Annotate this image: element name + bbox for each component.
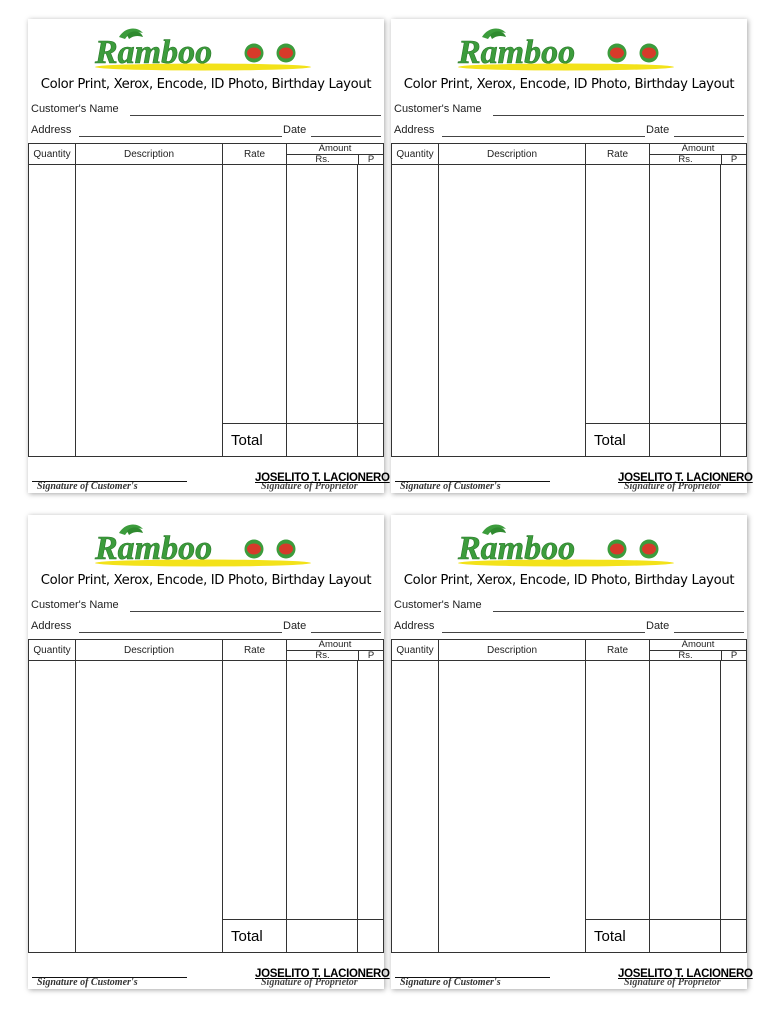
receipt-top-right [391, 19, 753, 493]
rs-cell[interactable] [650, 661, 721, 920]
address-line [442, 136, 645, 137]
rate-header: Rate [223, 640, 287, 661]
p-header: P [358, 651, 383, 660]
address-label: Address [31, 124, 72, 136]
amount-header: Amount Rs. P [650, 144, 747, 165]
total-p-cell[interactable] [721, 424, 747, 457]
rate-cell[interactable] [223, 165, 287, 424]
address-label: Address [394, 620, 435, 632]
customer-signature-label: Signature of Customer's [400, 481, 501, 492]
rs-cell[interactable] [650, 165, 721, 424]
rate-header: Rate [586, 640, 650, 661]
p-cell[interactable] [358, 661, 384, 920]
proprietor-name: JOSELITO T. LACIONERO [255, 472, 390, 484]
date-line [311, 136, 381, 137]
ramboo-logo [28, 523, 384, 571]
rs-header: Rs. [315, 154, 330, 165]
items-table [28, 639, 384, 953]
total-p-cell[interactable] [358, 424, 384, 457]
total-rs-cell[interactable] [287, 424, 358, 457]
customer-name-line [130, 115, 381, 116]
proprietor-signature-label: Signature of Proprietor [624, 977, 721, 988]
rs-cell[interactable] [287, 661, 358, 920]
rate-cell[interactable] [586, 165, 650, 424]
total-rs-cell[interactable] [650, 920, 721, 953]
total-p-cell[interactable] [721, 920, 747, 953]
rs-cell[interactable] [287, 165, 358, 424]
amount-header: Amount Rs. P [287, 640, 384, 661]
items-table [28, 143, 384, 457]
quantity-header: Quantity [392, 144, 439, 165]
rate-header: Rate [223, 144, 287, 165]
proprietor-name: JOSELITO T. LACIONERO [618, 968, 753, 980]
brand-wordmark: Ramboo [458, 34, 576, 71]
total-label: Total [223, 920, 287, 953]
customer-name-label: Customer's Name [394, 599, 482, 611]
customer-signature-label: Signature of Customer's [400, 977, 501, 988]
services-subtitle: Color Print, Xerox, Encode, ID Photo, Birthday Layout [40, 573, 372, 588]
receipt-top-left [28, 19, 390, 493]
customer-name-line [493, 115, 744, 116]
quantity-cell[interactable] [392, 165, 439, 457]
amount-header: Amount Rs. P [287, 144, 384, 165]
date-line [674, 632, 744, 633]
ramboo-logo [391, 27, 747, 75]
proprietor-signature-label: Signature of Proprietor [624, 481, 721, 492]
description-header: Description [76, 144, 223, 165]
total-rs-cell[interactable] [287, 920, 358, 953]
services-subtitle: Color Print, Xerox, Encode, ID Photo, Birthday Layout [40, 77, 372, 92]
ramboo-logo [391, 523, 747, 571]
description-header: Description [76, 640, 223, 661]
quantity-header: Quantity [29, 144, 76, 165]
p-cell[interactable] [721, 661, 747, 920]
services-subtitle: Color Print, Xerox, Encode, ID Photo, Birthday Layout [403, 77, 735, 92]
quantity-header: Quantity [29, 640, 76, 661]
rs-header: Rs. [678, 154, 693, 165]
p-header: P [721, 651, 746, 660]
items-table [391, 143, 747, 457]
total-label: Total [223, 424, 287, 457]
date-line [311, 632, 381, 633]
amount-header: Amount Rs. P [650, 640, 747, 661]
p-header: P [358, 155, 383, 164]
receipt-bottom-right [391, 515, 753, 989]
items-table [391, 639, 747, 953]
customer-name-line [130, 611, 381, 612]
quantity-cell[interactable] [29, 661, 76, 953]
rs-header: Rs. [678, 650, 693, 661]
customer-name-label: Customer's Name [31, 599, 119, 611]
brand-wordmark: Ramboo [458, 530, 576, 567]
rate-cell[interactable] [586, 661, 650, 920]
customer-name-label: Customer's Name [394, 103, 482, 115]
proprietor-name: JOSELITO T. LACIONERO [255, 968, 390, 980]
ramboo-logo [28, 27, 384, 75]
description-cell[interactable] [76, 661, 223, 953]
customer-signature-label: Signature of Customer's [37, 481, 138, 492]
receipt-bottom-left [28, 515, 390, 989]
rate-cell[interactable] [223, 661, 287, 920]
customer-name-line [493, 611, 744, 612]
customer-signature-label: Signature of Customer's [37, 977, 138, 988]
address-line [79, 632, 282, 633]
date-label: Date [283, 124, 307, 136]
total-rs-cell[interactable] [650, 424, 721, 457]
services-subtitle: Color Print, Xerox, Encode, ID Photo, Birthday Layout [403, 573, 735, 588]
p-cell[interactable] [721, 165, 747, 424]
address-line [442, 632, 645, 633]
rs-header: Rs. [315, 650, 330, 661]
quantity-cell[interactable] [392, 661, 439, 953]
total-p-cell[interactable] [358, 920, 384, 953]
description-header: Description [439, 144, 586, 165]
proprietor-signature-label: Signature of Proprietor [261, 977, 358, 988]
quantity-header: Quantity [392, 640, 439, 661]
quantity-cell[interactable] [29, 165, 76, 457]
description-cell[interactable] [76, 165, 223, 457]
proprietor-signature-label: Signature of Proprietor [261, 481, 358, 492]
date-label: Date [283, 620, 307, 632]
p-cell[interactable] [358, 165, 384, 424]
date-line [674, 136, 744, 137]
description-cell[interactable] [439, 165, 586, 457]
brand-wordmark: Ramboo [95, 530, 213, 567]
customer-name-label: Customer's Name [31, 103, 119, 115]
rate-header: Rate [586, 144, 650, 165]
description-header: Description [439, 640, 586, 661]
address-label: Address [394, 124, 435, 136]
proprietor-name: JOSELITO T. LACIONERO [618, 472, 753, 484]
address-label: Address [31, 620, 72, 632]
address-line [79, 136, 282, 137]
total-label: Total [586, 424, 650, 457]
total-label: Total [586, 920, 650, 953]
brand-wordmark: Ramboo [95, 34, 213, 71]
description-cell[interactable] [439, 661, 586, 953]
date-label: Date [646, 620, 670, 632]
p-header: P [721, 155, 746, 164]
date-label: Date [646, 124, 670, 136]
